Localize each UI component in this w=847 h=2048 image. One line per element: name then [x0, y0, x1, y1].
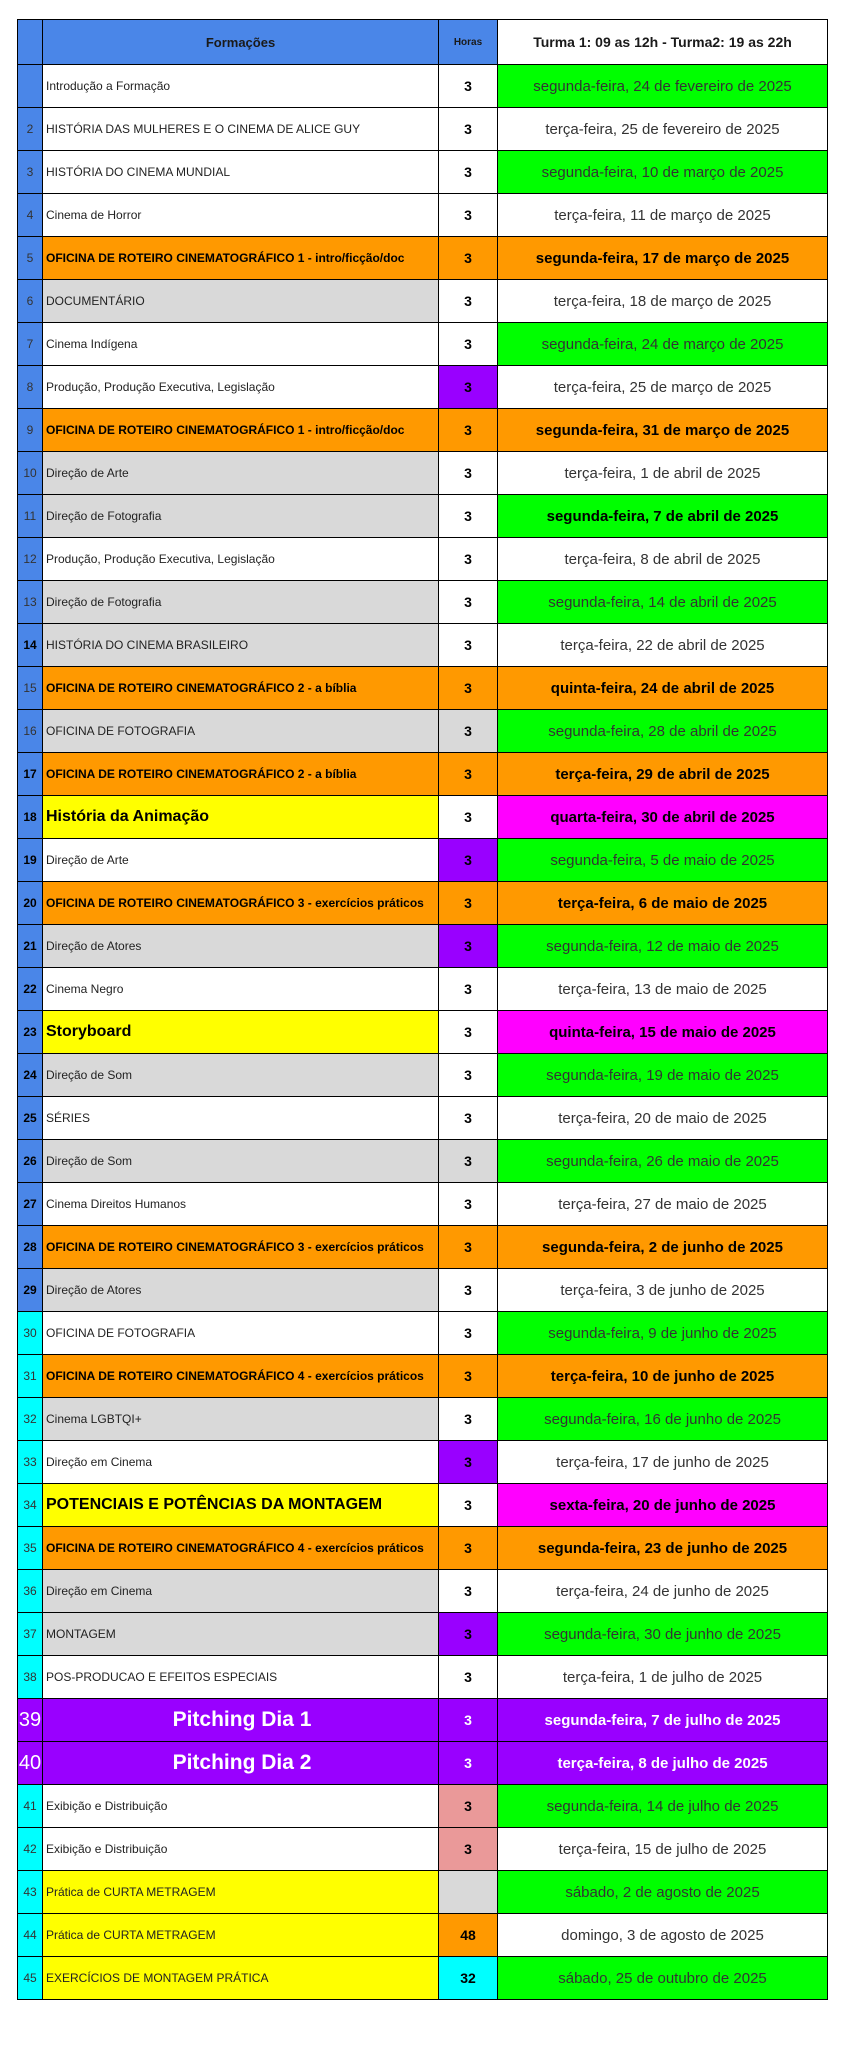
course-date: domingo, 3 de agosto de 2025	[498, 1914, 828, 1957]
course-hours: 3	[439, 1656, 498, 1699]
course-title: Pitching Dia 2	[43, 1742, 439, 1785]
table-row	[18, 1441, 828, 1484]
row-number: 42	[18, 1828, 43, 1871]
row-number: 6	[18, 280, 43, 323]
table-row	[18, 581, 828, 624]
header-hours: Horas	[439, 20, 498, 65]
course-hours: 3	[439, 409, 498, 452]
row-number: 25	[18, 1097, 43, 1140]
course-title: Cinema de Horror	[43, 194, 439, 237]
table-row	[18, 1183, 828, 1226]
table-row	[18, 1011, 828, 1054]
row-number: 13	[18, 581, 43, 624]
course-date: segunda-feira, 7 de abril de 2025	[498, 495, 828, 538]
course-title: Cinema Negro	[43, 968, 439, 1011]
row-number: 2	[18, 108, 43, 151]
row-number: 34	[18, 1484, 43, 1527]
table-row	[18, 1054, 828, 1097]
course-date: sexta-feira, 20 de junho de 2025	[498, 1484, 828, 1527]
table-row	[18, 495, 828, 538]
course-title: POTENCIAIS E POTÊNCIAS DA MONTAGEM	[43, 1484, 439, 1527]
table-row	[18, 151, 828, 194]
course-title: Direção de Som	[43, 1054, 439, 1097]
course-hours: 3	[439, 1699, 498, 1742]
course-title: EXERCÍCIOS DE MONTAGEM PRÁTICA	[43, 1957, 439, 2000]
course-hours: 3	[439, 538, 498, 581]
table-row	[18, 1097, 828, 1140]
course-title: Prática de CURTA METRAGEM	[43, 1871, 439, 1914]
table-row	[18, 1398, 828, 1441]
row-number: 9	[18, 409, 43, 452]
course-hours: 3	[439, 452, 498, 495]
table-row	[18, 1484, 828, 1527]
course-date: segunda-feira, 17 de março de 2025	[498, 237, 828, 280]
course-date: terça-feira, 1 de julho de 2025	[498, 1656, 828, 1699]
row-number: 27	[18, 1183, 43, 1226]
row-number: 40	[18, 1742, 43, 1785]
row-number: 4	[18, 194, 43, 237]
course-hours: 32	[439, 1957, 498, 2000]
course-title: OFICINA DE FOTOGRAFIA	[43, 1312, 439, 1355]
course-hours: 3	[439, 1398, 498, 1441]
course-date: terça-feira, 13 de maio de 2025	[498, 968, 828, 1011]
course-title: Produção, Produção Executiva, Legislação	[43, 366, 439, 409]
row-number: 22	[18, 968, 43, 1011]
course-title: Direção de Atores	[43, 1269, 439, 1312]
row-number: 39	[18, 1699, 43, 1742]
row-number: 21	[18, 925, 43, 968]
table-row	[18, 1140, 828, 1183]
course-date: segunda-feira, 10 de março de 2025	[498, 151, 828, 194]
table-row	[18, 667, 828, 710]
course-title: Direção de Arte	[43, 839, 439, 882]
course-title: OFICINA DE ROTEIRO CINEMATOGRÁFICO 1 - intro/ficção/doc	[43, 237, 439, 280]
schedule-table	[17, 19, 828, 2000]
row-number: 32	[18, 1398, 43, 1441]
row-number: 43	[18, 1871, 43, 1914]
header-title: Formações	[43, 20, 439, 65]
course-hours: 3	[439, 667, 498, 710]
course-date: segunda-feira, 24 de março de 2025	[498, 323, 828, 366]
row-number: 11	[18, 495, 43, 538]
row-number: 10	[18, 452, 43, 495]
row-number: 44	[18, 1914, 43, 1957]
course-hours: 48	[439, 1914, 498, 1957]
course-date: quinta-feira, 24 de abril de 2025	[498, 667, 828, 710]
course-date: terça-feira, 17 de junho de 2025	[498, 1441, 828, 1484]
table-row	[18, 1699, 828, 1742]
course-hours: 3	[439, 1828, 498, 1871]
table-row	[18, 1527, 828, 1570]
course-title: Cinema Direitos Humanos	[43, 1183, 439, 1226]
table-row	[18, 753, 828, 796]
course-title: DOCUMENTÁRIO	[43, 280, 439, 323]
course-hours: 3	[439, 1484, 498, 1527]
course-hours: 3	[439, 624, 498, 667]
course-date: terça-feira, 8 de abril de 2025	[498, 538, 828, 581]
header-schedule: Turma 1: 09 as 12h - Turma2: 19 as 22h	[498, 20, 828, 65]
course-hours: 3	[439, 65, 498, 108]
course-hours: 3	[439, 1570, 498, 1613]
course-title: OFICINA DE FOTOGRAFIA	[43, 710, 439, 753]
course-title: Direção de Atores	[43, 925, 439, 968]
row-number: 35	[18, 1527, 43, 1570]
course-date: segunda-feira, 31 de março de 2025	[498, 409, 828, 452]
table-row	[18, 624, 828, 667]
course-hours: 3	[439, 1140, 498, 1183]
table-row	[18, 1656, 828, 1699]
table-row	[18, 1355, 828, 1398]
course-date: segunda-feira, 23 de junho de 2025	[498, 1527, 828, 1570]
row-number: 38	[18, 1656, 43, 1699]
course-date: segunda-feira, 19 de maio de 2025	[498, 1054, 828, 1097]
course-title: Produção, Produção Executiva, Legislação	[43, 538, 439, 581]
course-date: terça-feira, 10 de junho de 2025	[498, 1355, 828, 1398]
course-date: terça-feira, 11 de março de 2025	[498, 194, 828, 237]
schedule-rows	[18, 65, 828, 2000]
table-row	[18, 710, 828, 753]
course-title: Direção de Fotografia	[43, 581, 439, 624]
row-number: 8	[18, 366, 43, 409]
course-title: OFICINA DE ROTEIRO CINEMATOGRÁFICO 2 - a bíblia	[43, 753, 439, 796]
row-number: 7	[18, 323, 43, 366]
row-number: 41	[18, 1785, 43, 1828]
course-title: Prática de CURTA METRAGEM	[43, 1914, 439, 1957]
course-title: HISTÓRIA DO CINEMA MUNDIAL	[43, 151, 439, 194]
course-title: MONTAGEM	[43, 1613, 439, 1656]
table-row	[18, 1957, 828, 2000]
row-number: 45	[18, 1957, 43, 2000]
course-hours: 3	[439, 1312, 498, 1355]
course-hours: 3	[439, 495, 498, 538]
course-title: Cinema Indígena	[43, 323, 439, 366]
course-hours: 3	[439, 1355, 498, 1398]
course-date: terça-feira, 22 de abril de 2025	[498, 624, 828, 667]
course-title: Storyboard	[43, 1011, 439, 1054]
table-row	[18, 366, 828, 409]
row-number: 17	[18, 753, 43, 796]
course-hours: 3	[439, 882, 498, 925]
course-date: segunda-feira, 9 de junho de 2025	[498, 1312, 828, 1355]
course-date: terça-feira, 20 de maio de 2025	[498, 1097, 828, 1140]
course-title: HISTÓRIA DO CINEMA BRASILEIRO	[43, 624, 439, 667]
course-date: quarta-feira, 30 de abril de 2025	[498, 796, 828, 839]
course-date: sábado, 2 de agosto de 2025	[498, 1871, 828, 1914]
course-hours: 3	[439, 1183, 498, 1226]
table-row	[18, 968, 828, 1011]
course-title: POS-PRODUCAO E EFEITOS ESPECIAIS	[43, 1656, 439, 1699]
row-number: 20	[18, 882, 43, 925]
course-hours: 3	[439, 1613, 498, 1656]
course-title: OFICINA DE ROTEIRO CINEMATOGRÁFICO 3 - exercícios práticos	[43, 1226, 439, 1269]
table-row	[18, 925, 828, 968]
course-title: HISTÓRIA DAS MULHERES E O CINEMA DE ALICE GUY	[43, 108, 439, 151]
course-title: Introdução a Formação	[43, 65, 439, 108]
course-hours: 3	[439, 280, 498, 323]
course-title: SÉRIES	[43, 1097, 439, 1140]
row-number: 12	[18, 538, 43, 581]
row-number: 23	[18, 1011, 43, 1054]
course-date: terça-feira, 18 de março de 2025	[498, 280, 828, 323]
table-row	[18, 280, 828, 323]
course-title: Direção de Som	[43, 1140, 439, 1183]
course-title: OFICINA DE ROTEIRO CINEMATOGRÁFICO 4 - exercícios práticos	[43, 1355, 439, 1398]
course-hours: 3	[439, 839, 498, 882]
course-date: terça-feira, 1 de abril de 2025	[498, 452, 828, 495]
course-title: Pitching Dia 1	[43, 1699, 439, 1742]
table-row	[18, 1226, 828, 1269]
row-number: 36	[18, 1570, 43, 1613]
course-date: segunda-feira, 24 de fevereiro de 2025	[498, 65, 828, 108]
course-title: Direção de Arte	[43, 452, 439, 495]
course-date: segunda-feira, 14 de julho de 2025	[498, 1785, 828, 1828]
course-hours: 3	[439, 1226, 498, 1269]
course-title: OFICINA DE ROTEIRO CINEMATOGRÁFICO 1 - intro/ficção/doc	[43, 409, 439, 452]
course-date: terça-feira, 24 de junho de 2025	[498, 1570, 828, 1613]
course-date: segunda-feira, 28 de abril de 2025	[498, 710, 828, 753]
course-hours: 3	[439, 108, 498, 151]
course-hours: 3	[439, 1742, 498, 1785]
course-date: segunda-feira, 7 de julho de 2025	[498, 1699, 828, 1742]
row-number: 16	[18, 710, 43, 753]
course-title: História da Animação	[43, 796, 439, 839]
course-date: terça-feira, 6 de maio de 2025	[498, 882, 828, 925]
row-number: 19	[18, 839, 43, 882]
table-row	[18, 1914, 828, 1957]
row-number: 33	[18, 1441, 43, 1484]
row-number: 14	[18, 624, 43, 667]
course-hours: 3	[439, 753, 498, 796]
course-title: Direção em Cinema	[43, 1441, 439, 1484]
row-number: 37	[18, 1613, 43, 1656]
course-title: OFICINA DE ROTEIRO CINEMATOGRÁFICO 4 - exercícios práticos	[43, 1527, 439, 1570]
course-hours: 3	[439, 1054, 498, 1097]
table-row	[18, 409, 828, 452]
course-hours: 3	[439, 1527, 498, 1570]
row-number: 30	[18, 1312, 43, 1355]
course-title: Cinema LGBTQI+	[43, 1398, 439, 1441]
table-row	[18, 796, 828, 839]
table-row	[18, 194, 828, 237]
header-number-cell	[18, 20, 43, 65]
course-hours: 3	[439, 194, 498, 237]
table-row	[18, 65, 828, 108]
course-hours: 3	[439, 1269, 498, 1312]
course-hours: 3	[439, 323, 498, 366]
course-hours: 3	[439, 796, 498, 839]
course-title: OFICINA DE ROTEIRO CINEMATOGRÁFICO 3 - exercícios práticos	[43, 882, 439, 925]
course-hours: 3	[439, 925, 498, 968]
course-date: segunda-feira, 2 de junho de 2025	[498, 1226, 828, 1269]
course-date: quinta-feira, 15 de maio de 2025	[498, 1011, 828, 1054]
course-hours: 3	[439, 237, 498, 280]
row-number: 15	[18, 667, 43, 710]
course-hours: 3	[439, 968, 498, 1011]
row-number	[18, 65, 43, 108]
table-row	[18, 1742, 828, 1785]
course-title: Direção em Cinema	[43, 1570, 439, 1613]
course-date: segunda-feira, 5 de maio de 2025	[498, 839, 828, 882]
course-title: Direção de Fotografia	[43, 495, 439, 538]
table-row	[18, 839, 828, 882]
course-hours: 3	[439, 1011, 498, 1054]
course-date: terça-feira, 8 de julho de 2025	[498, 1742, 828, 1785]
table-row	[18, 237, 828, 280]
row-number: 3	[18, 151, 43, 194]
course-date: terça-feira, 15 de julho de 2025	[498, 1828, 828, 1871]
header-row	[18, 20, 828, 65]
course-title: OFICINA DE ROTEIRO CINEMATOGRÁFICO 2 - a bíblia	[43, 667, 439, 710]
table-row	[18, 108, 828, 151]
course-date: segunda-feira, 12 de maio de 2025	[498, 925, 828, 968]
table-row	[18, 1570, 828, 1613]
table-row	[18, 1269, 828, 1312]
row-number: 31	[18, 1355, 43, 1398]
row-number: 24	[18, 1054, 43, 1097]
course-date: segunda-feira, 26 de maio de 2025	[498, 1140, 828, 1183]
course-date: segunda-feira, 16 de junho de 2025	[498, 1398, 828, 1441]
course-date: terça-feira, 29 de abril de 2025	[498, 753, 828, 796]
row-number: 26	[18, 1140, 43, 1183]
table-row	[18, 1312, 828, 1355]
table-row	[18, 452, 828, 495]
table-row	[18, 1785, 828, 1828]
course-hours: 3	[439, 1097, 498, 1140]
table-row	[18, 538, 828, 581]
row-number: 29	[18, 1269, 43, 1312]
course-hours: 3	[439, 1785, 498, 1828]
course-hours: 3	[439, 151, 498, 194]
course-title: Exibição e Distribuição	[43, 1785, 439, 1828]
course-hours: 3	[439, 710, 498, 753]
course-date: segunda-feira, 30 de junho de 2025	[498, 1613, 828, 1656]
course-date: sábado, 25 de outubro de 2025	[498, 1957, 828, 2000]
course-hours: 3	[439, 1441, 498, 1484]
course-date: terça-feira, 27 de maio de 2025	[498, 1183, 828, 1226]
course-hours	[439, 1871, 498, 1914]
course-title: Exibição e Distribuição	[43, 1828, 439, 1871]
course-date: terça-feira, 3 de junho de 2025	[498, 1269, 828, 1312]
table-row	[18, 1871, 828, 1914]
table-row	[18, 1613, 828, 1656]
course-date: terça-feira, 25 de março de 2025	[498, 366, 828, 409]
table-row	[18, 1828, 828, 1871]
row-number: 28	[18, 1226, 43, 1269]
table-row	[18, 882, 828, 925]
course-hours: 3	[439, 581, 498, 624]
row-number: 5	[18, 237, 43, 280]
course-hours: 3	[439, 366, 498, 409]
row-number: 18	[18, 796, 43, 839]
course-date: segunda-feira, 14 de abril de 2025	[498, 581, 828, 624]
course-date: terça-feira, 25 de fevereiro de 2025	[498, 108, 828, 151]
table-row	[18, 323, 828, 366]
